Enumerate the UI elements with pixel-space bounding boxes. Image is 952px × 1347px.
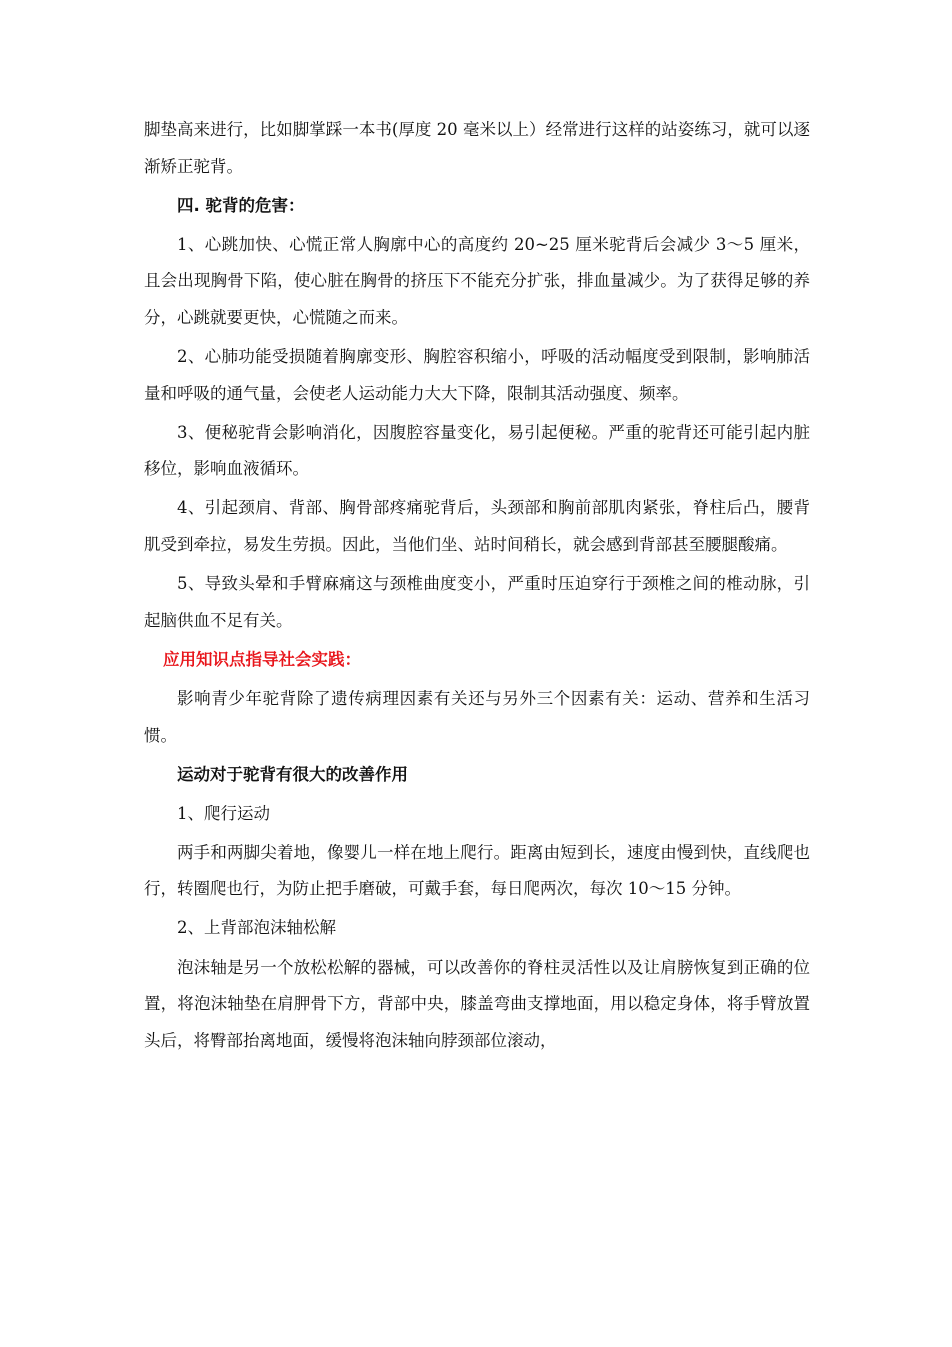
paragraph-factors: 影响青少年驼背除了遗传病理因素有关还与另外三个因素有关：运动、营养和生活习惯。 (144, 688, 810, 745)
section-heading-hazards: 四. 驼背的危害： (177, 195, 305, 215)
paragraph-hazard-2: 2、心肺功能受损随着胸廓变形、胸腔容积缩小，呼吸的活动幅度受到限制，影响肺活量和呼吸的通气量，会使老人运动能力大大下降，限制其活动强度、频率。 (144, 347, 810, 403)
exercise-1-title: 1、爬行运动 (177, 803, 270, 823)
section-heading-exercise: 运动对于驼背有很大的改善作用 (177, 764, 408, 784)
exercise-2-description: 泡沫轴是另一个放松松解的器械，可以改善你的脊柱灵活性以及让肩膀恢复到正确的位置，将泡沫轴垫在肩胛骨下方，背部中央，膝盖弯曲支撑地面，用以稳定身体，将手臂放置头后，将臀部抬离地面，缓慢将泡沫轴向脖颈部位滚动， (144, 957, 810, 1050)
exercise-2-title: 2、上背部泡沫轴松解 (177, 918, 336, 938)
document-body (144, 112, 810, 1059)
paragraph-hazard-5: 5、导致头晕和手臂麻痛这与颈椎曲度变小，严重时压迫穿行于颈椎之间的椎动脉，引起脑供血不足有关。 (144, 574, 810, 630)
exercise-1-description: 两手和两脚尖着地，像婴儿一样在地上爬行。距离由短到长，速度由慢到快，直线爬也行，转圈爬也行，为防止把手磨破，可戴手套，每日爬两次，每次 10～15 分钟。 (144, 842, 810, 899)
paragraph-hazard-3: 3、便秘驼背会影响消化，因腹腔容量变化，易引起便秘。严重的驼背还可能引起内脏移位，影响血液循环。 (144, 422, 810, 479)
paragraph-continuation: 脚垫高来进行，比如脚掌踩一本书(厚度 20 毫米以上）经常进行这样的站姿练习，就可以逐渐矫正驼背。 (144, 120, 810, 176)
section-heading-practice: 应用知识点指导社会实践： (162, 649, 361, 669)
paragraph-hazard-1: 1、心跳加快、心慌正常人胸廓中心的高度约 20~25 厘米驼背后会减少 3～5 厘米，且会出现胸骨下陷，使心脏在胸骨的挤压下不能充分扩张，排血量减少。为了获得足够的养分，心跳就要更快，心慌随之而来。 (144, 234, 810, 327)
paragraph-hazard-4: 4、引起颈肩、背部、胸骨部疼痛驼背后，头颈部和胸前部肌肉紧张，脊柱后凸，腰背肌受到牵拉，易发生劳损。因此，当他们坐、站时间稍长，就会感到背部甚至腰腿酸痛。 (144, 498, 810, 555)
